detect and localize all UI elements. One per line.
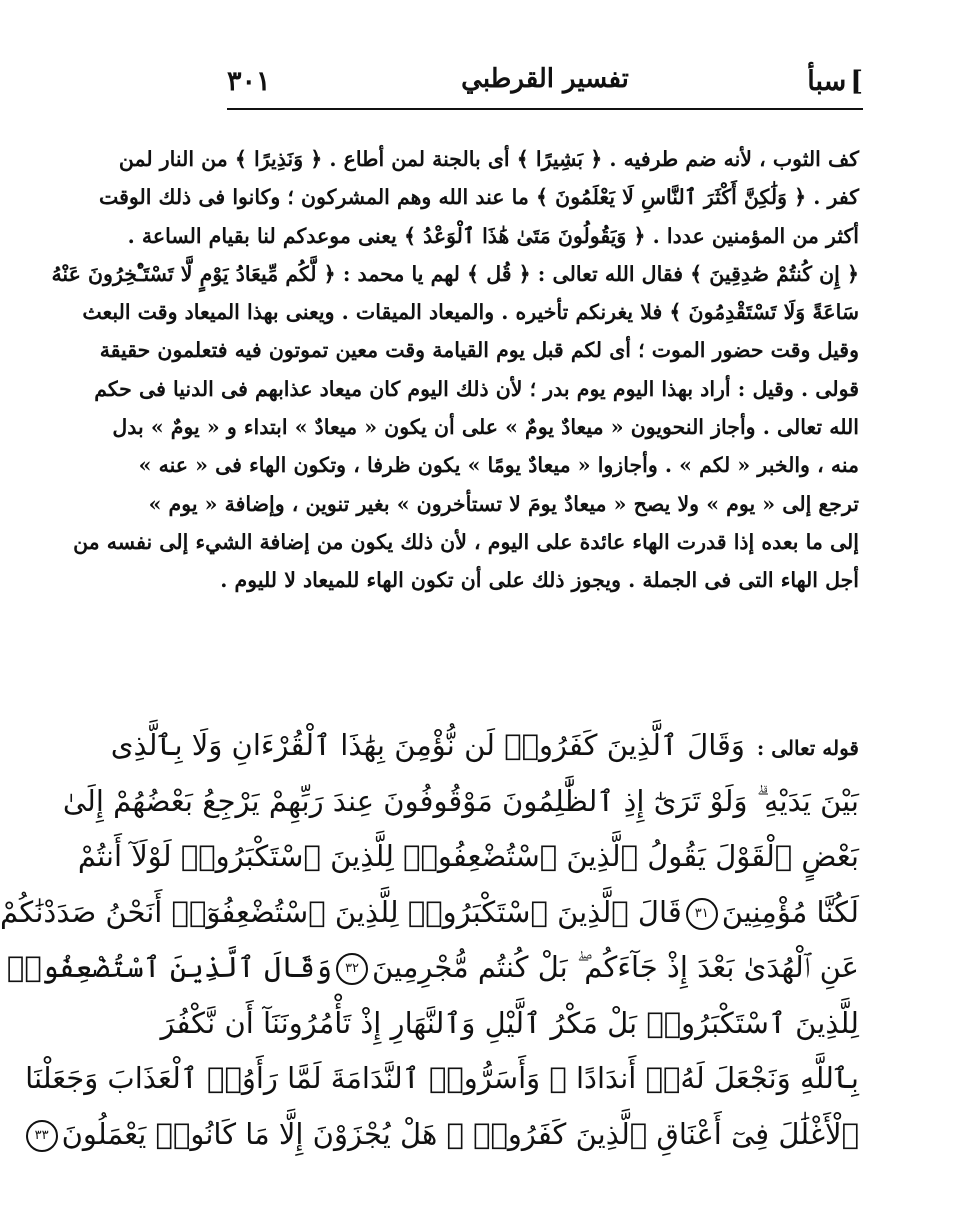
commentary-line: أجل الهاء التى فى الجملة . ويجوز ذلك على أن تكون الهاء للميعاد لا لليوم . bbox=[220, 568, 859, 593]
quran-line bbox=[34, 1107, 859, 1163]
verse-intro: قوله تعالى : bbox=[756, 736, 859, 760]
commentary-line: قولى . وقيل : أراد بهذا اليوم يوم بدر ؛ لأن ذلك اليوم كان ميعاد عذابهم فى الدنيا فى حكم bbox=[94, 376, 859, 401]
quran-verses bbox=[0, 718, 859, 1162]
commentary-line: ﴿ إِن كُنتُمْ صَٰدِقِينَ ﴾ فقال الله تعالى : ﴿ قُل ﴾ لهم يا محمد : ﴿ لَّكُم مِّيعَادُ يَوْمٍ لَّا تَسْتَـْٔخِرُونَ عَنْهُ bbox=[51, 261, 859, 286]
ayah-number-marker: ٣١ bbox=[686, 898, 718, 930]
quran-line: لِلَّذِينَ ٱسْتَكْبَرُوا۟ بَلْ مَكْرُ ٱلَّيْلِ وَٱلنَّهَارِ إِذْ تَأْمُرُونَنَآ أَن نَّكْفُرَ bbox=[160, 1005, 859, 1040]
commentary-line: إلى ما بعده إذا قدرت الهاء عائدة على اليوم ، لأن ذلك يكون من إضافة الشيء إلى نفسه من bbox=[73, 529, 859, 554]
commentary-line: ترجع إلى « يوم » ولا يصح « ميعادٌ يومَ لا تستأخرون » بغير تنوين ، وإضافة « يوم » bbox=[148, 491, 859, 516]
commentary-line: وقيل وقت حضور الموت ؛ أى لكم قبل يوم القيامة وقت معين تموتون فيه فتعلمون حقيقة bbox=[99, 338, 859, 363]
commentary-line: منه ، والخبر « لكم » . وأجازوا « ميعادٌ يومًا » يكون ظرفا ، وتكون الهاء فى « عنه » bbox=[138, 453, 859, 478]
commentary-text bbox=[51, 140, 859, 600]
verse-text: عَنِ ٱلْهُدَىٰ بَعْدَ إِذْ جَآءَكُم ۖ بَلْ كُنتُم مُّجْرِمِينَ bbox=[372, 950, 859, 984]
commentary-line: أكثر من المؤمنين عددا . ﴿ وَيَقُولُونَ مَتَىٰ هَٰذَا ٱلْوَعْدُ ﴾ يعنى موعدكم لنا بقيام الساعة . bbox=[127, 223, 859, 248]
ayah-number-marker: ٣٣ bbox=[26, 1120, 58, 1152]
commentary-line: كفر . ﴿ وَلَٰكِنَّ أَكْثَرَ ٱلنَّاسِ لَا يَعْلَمُونَ ﴾ ما عند الله وهم المشركون ؛ وكانوا فى ذلك الوقت bbox=[98, 185, 859, 210]
quran-line bbox=[110, 718, 859, 774]
commentary-line: كف الثوب ، لأنه ضم طرفيه . ﴿ بَشِيرًا ﴾ أى بالجنة لمن أطاع . ﴿ وَنَذِيرًا ﴾ من النار لمن bbox=[118, 147, 859, 171]
quran-line: بِٱللَّهِ وَنَجْعَلَ لَهُۥٓ أَندَادًا ۚ وَأَسَرُّوا۟ ٱلنَّدَامَةَ لَمَّا رَأَوُا۟ ٱلْعَذَابَ وَجَعَلْنَا bbox=[25, 1061, 859, 1095]
verse-text: لَكُنَّا مُؤْمِنِينَ bbox=[721, 894, 859, 929]
quran-line: بَعْضٍ ٱلْقَوْلَ يَقُولُ ٱلَّذِينَ ٱسْتُضْعِفُوا۟ لِلَّذِينَ ٱسْتَكْبَرُوا۟ لَوْلَآ أَنتُمْ bbox=[77, 839, 859, 873]
quran-line: بَيْنَ يَدَيْهِ ۗ وَلَوْ تَرَىٰٓ إِذِ ٱلظَّٰلِمُونَ مَوْقُوفُونَ عِندَ رَبِّهِمْ يَرْجِعُ بَعْضُهُمْ إِلَىٰ bbox=[62, 783, 859, 818]
surah-bracket: ] bbox=[850, 66, 863, 97]
verse-text: وَقَالَ ٱلَّذِينَ ٱسْتُضْعِفُوا۟ bbox=[6, 950, 333, 984]
commentary-line: الله تعالى . وأجاز النحويون « ميعادٌ يومٌ » على أن يكون « ميعادٌ » ابتداء و « يومٌ » بدل bbox=[112, 415, 859, 440]
quran-line bbox=[6, 940, 859, 996]
header-rule bbox=[227, 108, 863, 110]
page-number: ٣٠١ bbox=[227, 66, 271, 97]
book-title: تفسير القرطبي bbox=[461, 64, 629, 94]
surah-label: سبأ bbox=[807, 66, 847, 97]
surah-name bbox=[807, 66, 863, 97]
verse-text: ٱلْأَغْلَٰلَ فِىٓ أَعْنَاقِ ٱلَّذِينَ كَفَرُوا۟ ۚ هَلْ يُجْزَوْنَ إِلَّا مَا كَانُوا۟ يَعْمَلُونَ bbox=[61, 1116, 859, 1151]
running-header bbox=[227, 62, 863, 106]
quran-line bbox=[0, 885, 859, 941]
verse-text: وَقَالَ ٱلَّذِينَ كَفَرُوا۟ لَن نُّؤْمِنَ بِهَٰذَا ٱلْقُرْءَانِ وَلَا بِٱلَّذِى bbox=[110, 728, 745, 762]
verse-text: قَالَ ٱلَّذِينَ ٱسْتَكْبَرُوا۟ لِلَّذِينَ ٱسْتُضْعِفُوٓا۟ أَنَحْنُ صَدَدْنَٰكُمْ bbox=[0, 894, 682, 929]
commentary-line: سَاعَةً وَلَا تَسْتَقْدِمُونَ ﴾ فلا يغرنكم تأخيره . والميعاد الميقات . ويعنى بهذا الميعاد وقت البعث bbox=[82, 300, 859, 325]
ayah-number-marker: ٣٢ bbox=[336, 953, 368, 985]
